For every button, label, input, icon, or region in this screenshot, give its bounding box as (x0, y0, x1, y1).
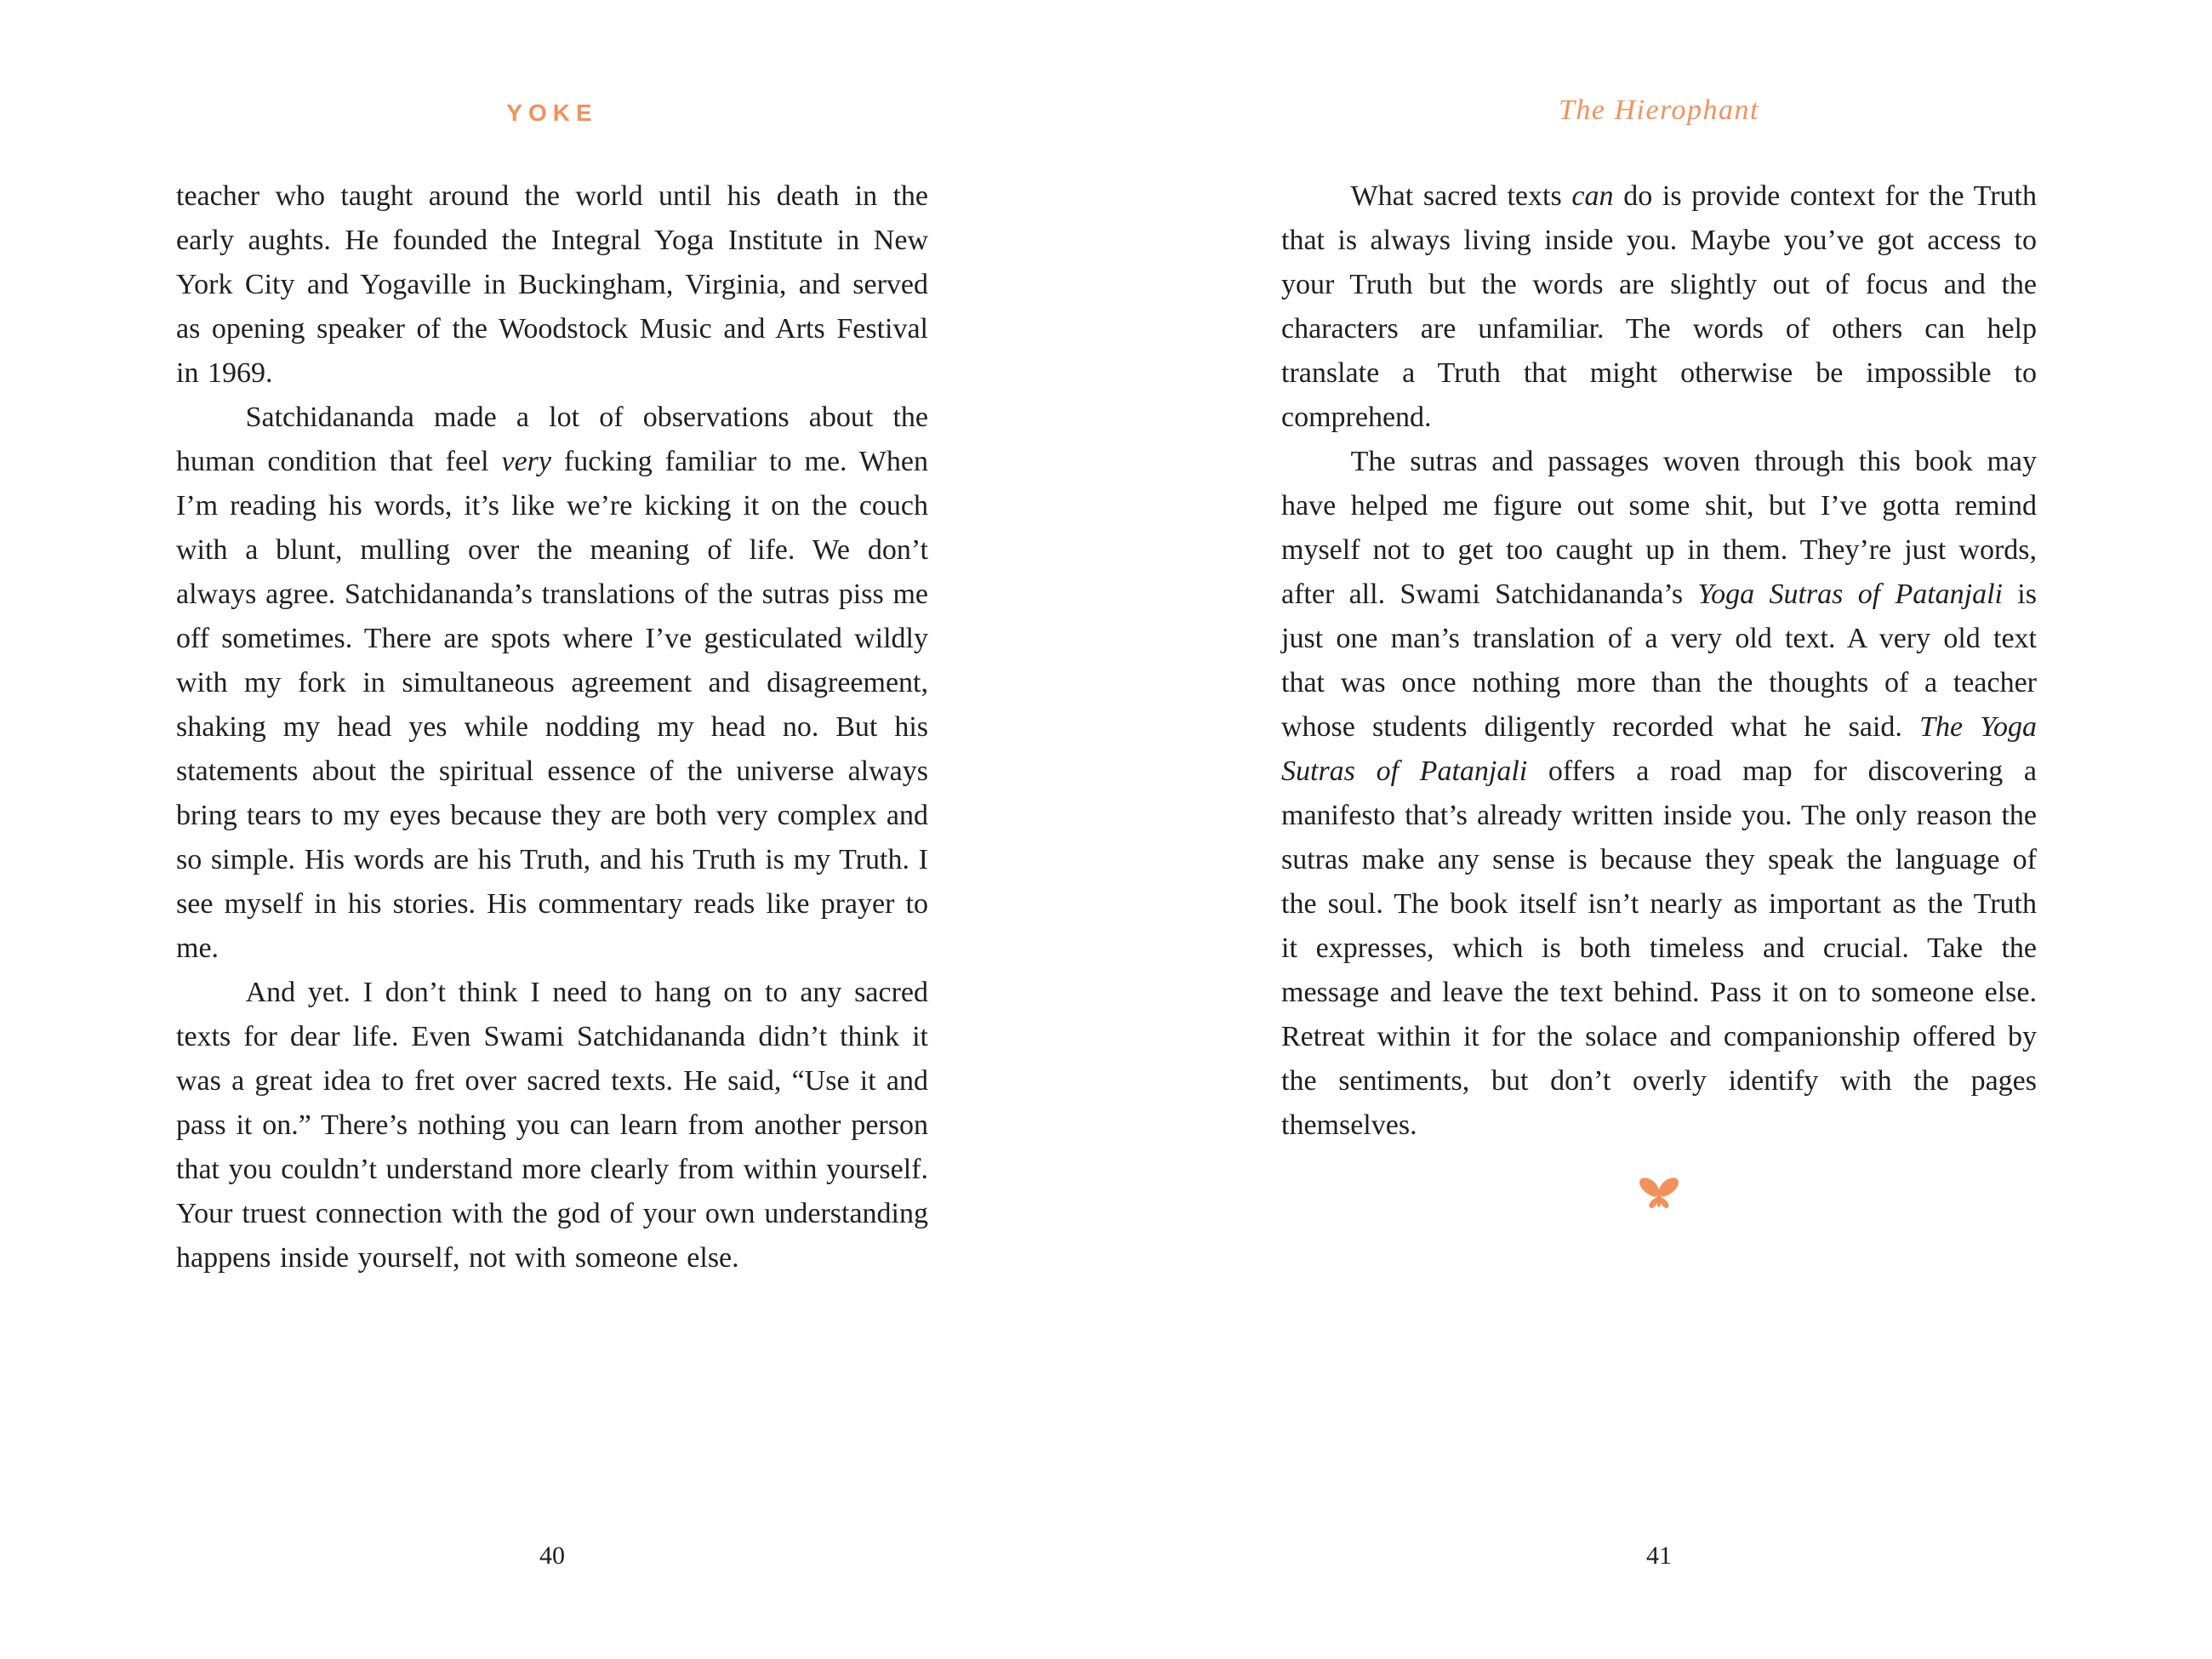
moth-icon (1636, 1177, 1682, 1212)
text-run: is just one man’s translation of a very old text. A very old text that was once nothing more than the thoughts of a teacher whose students diligently recorded what he said. (1281, 579, 2037, 743)
page-number-right: 41 (1646, 1542, 1672, 1570)
paragraph (176, 174, 928, 396)
text-run: do is provide context for the Truth that is always living inside you. Maybe you’ve got access to your Truth but the words are slightly out of focus and the characters are unfamiliar. The words of others can help translate a Truth that might otherwise be impossible to comprehend. (1281, 180, 2037, 433)
text-run: And yet. I don’t think I need to hang on to any sacred texts for dear life. Even Swami Satchidananda didn’t think it was a great idea to fret over sacred texts. He said, “Use it and pass it on.” There’s nothing you can learn from another person that you couldn’t understand more clearly from within yourself. Your truest connection with the god of your own understanding happens inside yourself, not with someone else. (176, 977, 928, 1274)
text-run: offers a road map for discovering a manifesto that’s already written inside you. The only reason the sutras make any sense is because they speak the language of the soul. The book itself isn’t nearly as important as the Truth it expresses, which is both timeless and crucial. Take the message and leave the text behind. Pass it on to someone else. Retreat within it for the solace and companionship offered by the sentiments, but don’t overly identify with the pages themselves. (1281, 755, 2037, 1141)
text-run: teacher who taught around the world until his death in the early aughts. He founded the Integral Yoga Institute in New York City and Yogaville in Buckingham, Virginia, and served as opening speaker of the Woodstock Music and Arts Festival in 1969. (176, 180, 928, 389)
page-number-left: 40 (539, 1542, 565, 1570)
text-run: The sutras and passages woven through this book may have helped me figure out some shit, but I’ve gotta remind myself not to get too caught up in them. They’re just words, after all. Swami Satchidananda’s (1281, 446, 2037, 610)
left-page-body-text (176, 174, 928, 1280)
italic-text-run: very (501, 446, 551, 477)
right-page-body-text (1281, 174, 2037, 1148)
text-run: What sacred texts (1350, 180, 1572, 212)
paragraph (176, 971, 928, 1280)
text-run: Satchidananda made a lot of observations about the human condition that feel (176, 402, 928, 477)
left-page (176, 89, 928, 1280)
paragraph (176, 396, 928, 971)
right-page (1281, 89, 2037, 1217)
running-header-right-container (1281, 89, 2037, 127)
italic-text-run: Yoga Sutras of Patanjali (1697, 579, 2003, 610)
running-header-chapter-title: The Hierophant (1558, 94, 1759, 126)
text-run: fucking familiar to me. When I’m reading his words, it’s like we’re kicking it on the couch with a blunt, mulling over the meaning of life. We don’t always agree. Satchidananda’s translations of the sutras piss me off sometimes. There are spots where I’ve gesticulated wildly with my fork in simultaneous agreement and disagreement, shaking my head yes while nodding my head no. But his statements about the spiritual essence of the universe always bring tears to my eyes because they are both very complex and so simple. His words are his Truth, and his Truth is my Truth. I see myself in his stories. His commentary reads like prayer to me. (176, 446, 928, 964)
paragraph (1281, 174, 2037, 440)
running-header-book-title: YOKE (506, 100, 598, 126)
running-header-left-container (176, 89, 928, 127)
paragraph (1281, 440, 2037, 1148)
italic-text-run: The Yoga Sutras of Patanjali (1281, 711, 2037, 787)
section-break-ornament (1281, 1177, 2037, 1217)
italic-text-run: can (1571, 180, 1614, 212)
